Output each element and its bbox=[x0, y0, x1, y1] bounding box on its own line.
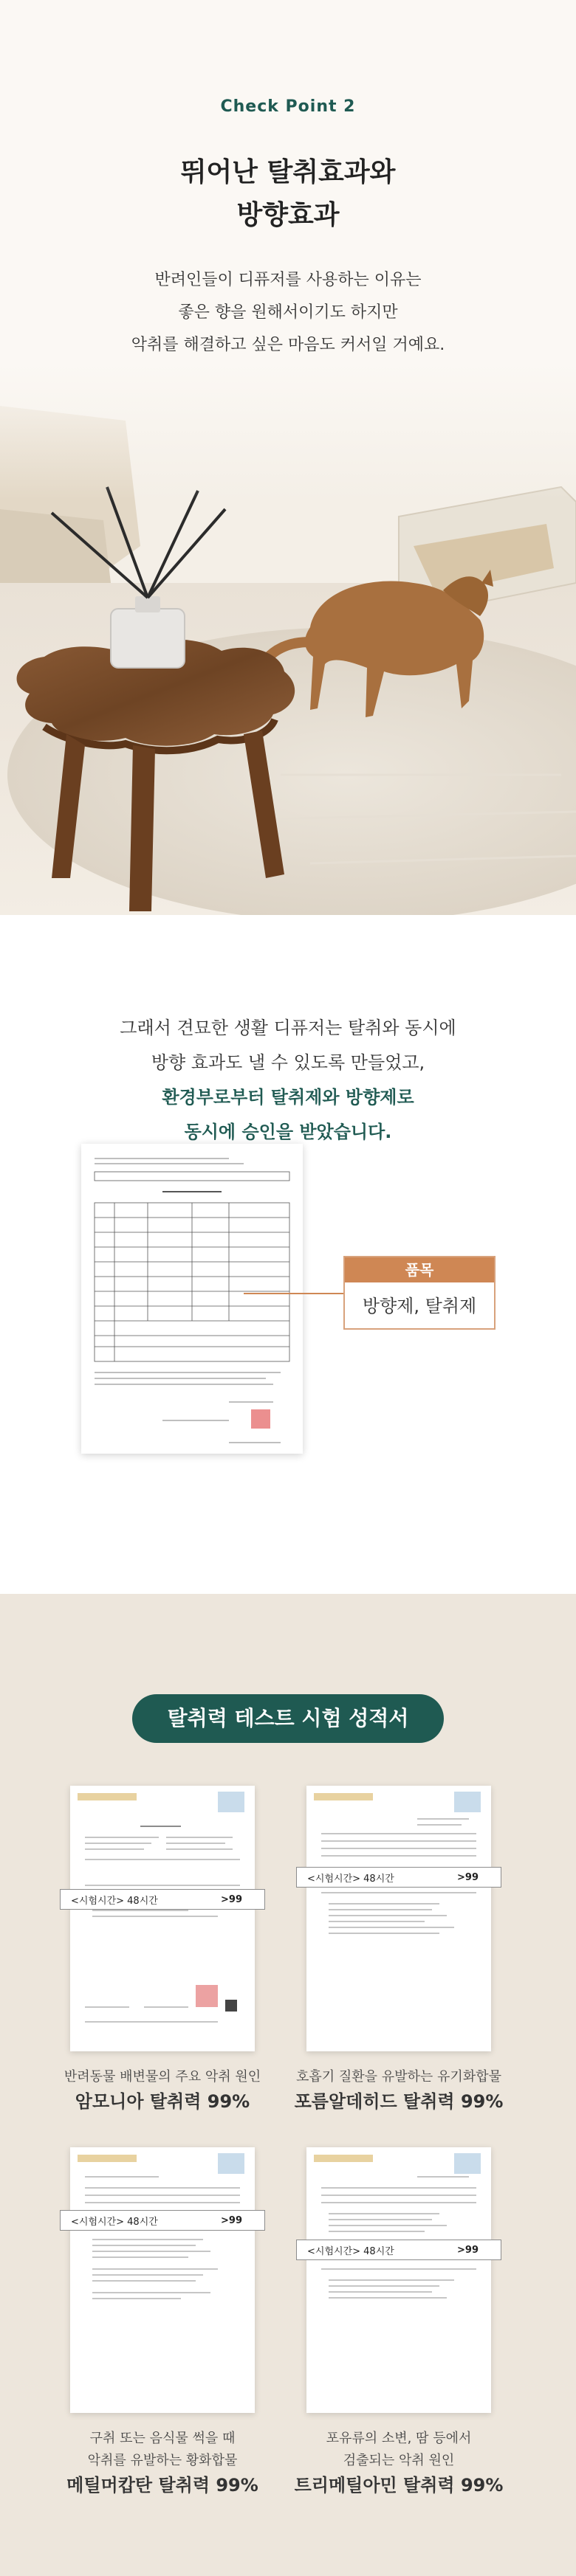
test-caption-desc: 포유류의 소변, 땀 등에서 bbox=[326, 2431, 472, 2446]
test-caption-name: 포름알데히드 탈취력 bbox=[294, 2091, 461, 2112]
test-caption-result bbox=[41, 2472, 284, 2499]
test-report-section bbox=[0, 1594, 576, 2576]
test-caption-name: 트리메틸아민 탈취력 bbox=[294, 2475, 461, 2496]
test-caption-desc: 검출되는 악취 원인 bbox=[343, 2453, 455, 2468]
approval-line-emphasis: 동시에 승인을 받았습니다. bbox=[184, 1122, 392, 1142]
test-time-label: <시험시간> 48시간 bbox=[71, 1895, 158, 1907]
item-callout bbox=[343, 1256, 496, 1330]
test-caption-name: 암모니아 탈취력 bbox=[75, 2091, 208, 2112]
intro-line: 좋은 향을 원해서이기도 하지만 bbox=[178, 303, 398, 322]
test-time-highlight bbox=[60, 2210, 265, 2231]
certificate-document bbox=[81, 1144, 303, 1454]
headline-line: 뛰어난 탈취효과와 bbox=[180, 157, 396, 187]
test-result-value: >99 bbox=[457, 1871, 479, 1883]
headline-line: 방향효과 bbox=[236, 200, 340, 230]
test-caption-desc: 구취 또는 음식물 썩을 때 bbox=[89, 2431, 236, 2446]
test-report-document bbox=[70, 1786, 255, 2051]
test-time-label: <시험시간> 48시간 bbox=[307, 1873, 394, 1885]
test-caption bbox=[277, 2066, 521, 2115]
test-result-value: >99 bbox=[221, 2214, 242, 2226]
test-result-value: >99 bbox=[221, 1893, 242, 1905]
approval-line: 방향 효과도 낼 수 있도록 만들었고, bbox=[151, 1052, 425, 1073]
test-report-document bbox=[70, 2147, 255, 2413]
diffuser-cat-photo bbox=[0, 362, 576, 915]
test-report-document bbox=[306, 2147, 491, 2413]
test-caption-desc: 반려동물 배변물의 주요 악취 원인 bbox=[64, 2069, 261, 2085]
test-caption-desc: 악취를 유발하는 황화합물 bbox=[87, 2453, 238, 2468]
approval-section bbox=[0, 915, 576, 1594]
approval-text bbox=[0, 1011, 576, 1150]
checkpoint-section bbox=[0, 0, 576, 915]
test-caption-percent: 99% bbox=[460, 2475, 504, 2496]
approval-line: 그래서 견묘한 생활 디퓨저는 탈취와 동시에 bbox=[120, 1018, 456, 1038]
callout-connector bbox=[244, 1293, 343, 1294]
test-caption-result bbox=[277, 2472, 521, 2499]
test-report-document bbox=[306, 1786, 491, 2051]
test-caption-percent: 99% bbox=[216, 2475, 258, 2496]
test-caption-name: 메틸머캅탄 탈취력 bbox=[66, 2475, 216, 2496]
test-title-badge: 탈취력 테스트 시험 성적서 bbox=[132, 1694, 444, 1743]
test-time-label: <시험시간> 48시간 bbox=[307, 2245, 394, 2257]
test-caption-result bbox=[41, 2088, 284, 2115]
test-caption-result bbox=[277, 2088, 521, 2115]
report-page bbox=[306, 2147, 491, 2413]
callout-value: 방향제, 탈취제 bbox=[362, 1296, 477, 1316]
report-page bbox=[70, 1786, 255, 2051]
intro-text bbox=[0, 264, 576, 362]
report-page bbox=[306, 1786, 491, 2051]
checkpoint-headline bbox=[0, 151, 576, 237]
approval-line-emphasis: 환경부로부터 탈취제와 방향제로 bbox=[162, 1087, 414, 1108]
test-caption bbox=[41, 2066, 284, 2115]
intro-line: 반려인들이 디퓨저를 사용하는 이유는 bbox=[154, 271, 422, 289]
test-caption-percent: 99% bbox=[460, 2091, 504, 2112]
test-time-label: <시험시간> 48시간 bbox=[71, 2216, 158, 2228]
intro-line: 악취를 해결하고 싶은 마음도 커서일 거예요. bbox=[131, 336, 445, 354]
test-caption bbox=[41, 2428, 284, 2499]
checkpoint-label: Check Point 2 bbox=[220, 97, 356, 116]
test-caption-desc: 호흡기 질환을 유발하는 유기화합물 bbox=[296, 2069, 501, 2085]
test-time-highlight bbox=[60, 1889, 265, 1910]
test-time-highlight bbox=[296, 2240, 501, 2260]
test-result-value: >99 bbox=[457, 2244, 479, 2256]
test-caption-percent: 99% bbox=[207, 2091, 250, 2112]
report-page bbox=[70, 2147, 255, 2413]
callout-title: 품목 bbox=[345, 1257, 494, 1282]
test-caption bbox=[277, 2428, 521, 2499]
test-time-highlight bbox=[296, 1867, 501, 1888]
